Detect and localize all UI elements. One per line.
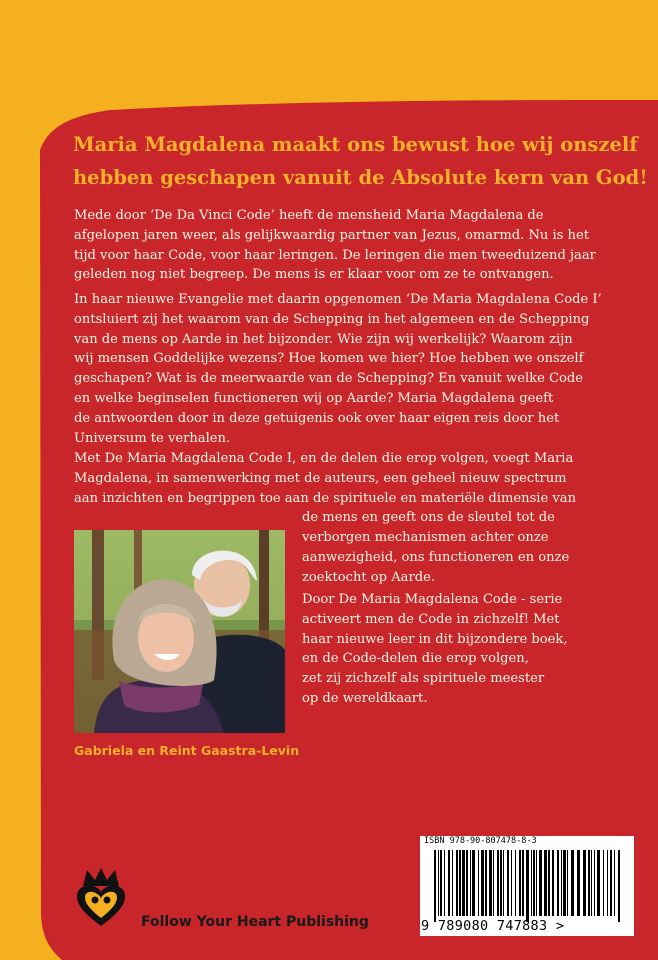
barcode-bar: [533, 850, 535, 916]
barcode-bar: [485, 850, 487, 916]
barcode-bar: [438, 850, 439, 916]
paragraph-serie: [302, 590, 568, 709]
text-line: geleden nog niet begreep. De mens is er klaar voor om ze te ontvangen.: [74, 267, 554, 283]
text-line: verborgen mechanismen achter onze: [302, 530, 549, 546]
text-line: wij mensen Goddelijke wezens? Hoe komen we hier? Hoe hebben we onszelf: [74, 351, 584, 367]
barcode-bar: [557, 850, 559, 916]
barcode-bar: [563, 850, 566, 916]
barcode-bar: [588, 850, 590, 916]
barcode-bar: [567, 850, 568, 916]
barcode-bar: [456, 850, 458, 916]
text-line: aan inzichten en begrippen toe aan de spirituele en materiële dimensie van: [74, 490, 577, 506]
text-line: tijd voor haar Code, voor haar leringen. De leringen die men tweeduizend jaar: [74, 247, 596, 263]
barcode-bar: [603, 850, 604, 916]
barcode-bar: [503, 850, 504, 916]
barcode-bar: [434, 850, 436, 922]
barcode-bar: [472, 850, 475, 916]
barcode-bar: [536, 850, 537, 916]
barcode-bar: [478, 850, 479, 916]
text-line: Door De Maria Magdalena Code - serie: [302, 592, 563, 607]
text-line: van de mens op Aarde in het bijzonder. Wie zijn wij werkelijk? Waarom zijn: [74, 331, 573, 347]
text-line: Met De Maria Magdalena Code I, en de delen die erop volgen, voegt Maria: [74, 451, 574, 466]
barcode-bar: [507, 850, 509, 916]
barcode-bar: [548, 850, 550, 916]
barcode-bar: [544, 850, 547, 916]
headline-line-1: Maria Magdalena maakt ons bewust hoe wij onszelf: [73, 133, 638, 156]
barcode-bar: [444, 850, 445, 916]
barcode-bar: [489, 850, 492, 916]
barcode-bar: [515, 850, 516, 916]
text-line: de antwoorden door in deze getuigenis ook over haar eigen reis door het: [74, 410, 560, 426]
barcode-bar: [526, 850, 529, 922]
author-photo: [74, 530, 285, 733]
barcode-bar: [497, 850, 499, 916]
barcode-digits: 9 789080 747883 >: [421, 918, 565, 934]
barcode-bar: [552, 850, 554, 916]
text-line: afgelopen jaren weer, als gelijkwaardig partner van Jezus, omarmd. Nu is het: [74, 227, 590, 243]
text-line: Universum te verhalen.: [74, 430, 231, 446]
barcode-bar: [594, 850, 595, 916]
barcode-bar: [522, 850, 524, 916]
heart-crown-logo-icon: [73, 866, 129, 928]
text-line: In haar nieuwe Evangelie met daarin opgenomen ‘De Maria Magdalena Code I’: [74, 292, 602, 307]
barcode-bar: [614, 850, 615, 916]
barcode-bar: [597, 850, 600, 916]
text-line: en de Code-delen die erop volgen,: [302, 651, 529, 667]
text-line: haar nieuwe leer in dit bijzondere boek,: [302, 631, 568, 647]
barcode-bar: [539, 850, 542, 916]
text-line: Mede door ‘De Da Vinci Code’ heeft de mensheid Maria Magdalena de: [74, 208, 544, 223]
barcode-bar: [610, 850, 612, 916]
text-line: en welke beginselen functioneren wij op Aarde? Maria Magdalena geeft: [74, 390, 554, 406]
text-line: geschapen? Wat is de meerwaarde van de Schepping? En vanuit welke Code: [74, 371, 584, 387]
barcode-bar: [571, 850, 574, 916]
headline-line-2: hebben geschapen vanuit de Absolute kern van God!: [73, 166, 648, 189]
barcode-bar: [511, 850, 512, 916]
barcode-bar: [577, 850, 580, 916]
barcode-bar: [481, 850, 484, 916]
text-line: aanwezigheid, ons functioneren en onze: [302, 549, 570, 565]
publisher-name: Follow Your Heart Publishing: [141, 914, 369, 930]
barcode-bar: [591, 850, 592, 916]
barcode-bar: [440, 850, 442, 916]
barcode-bar: [561, 850, 562, 916]
photo-caption: Gabriela en Reint Gaastra-Levin: [74, 743, 300, 758]
text-line: Magdalena, in samenwerking met de auteurs, een geheel nieuw spectrum: [74, 470, 567, 486]
barcode-bar: [500, 850, 502, 916]
barcode-bar: [531, 850, 532, 916]
paragraph-da-vinci-code: [74, 206, 596, 285]
barcode-bar: [519, 850, 521, 916]
barcode-bar: [462, 850, 465, 916]
text-line: activeert men de Code in zichzelf! Met: [302, 611, 560, 627]
barcode-bar: [466, 850, 468, 916]
barcode-bar: [607, 850, 608, 916]
text-line: de mens en geeft ons de sleutel tot de: [302, 510, 555, 526]
text-line: zoektocht op Aarde.: [302, 569, 436, 585]
barcode-bar: [493, 850, 494, 916]
headline: [73, 128, 653, 194]
barcode-bar: [448, 850, 450, 916]
barcode-bar: [583, 850, 586, 916]
barcode-bar: [459, 850, 461, 916]
paragraph-evangelie: [74, 290, 602, 448]
text-line: op de wereldkaart.: [302, 690, 428, 706]
barcode-bar: [618, 850, 620, 922]
text-line: ontsluiert zij het waarom van de Schepping in het algemeen en de Schepping: [74, 311, 590, 327]
isbn-label: ISBN 978-90-807478-8-3: [424, 836, 537, 846]
text-line: zet zij zichzelf als spirituele meester: [302, 671, 545, 687]
barcode-bar: [452, 850, 453, 916]
barcode-bar: [470, 850, 471, 916]
